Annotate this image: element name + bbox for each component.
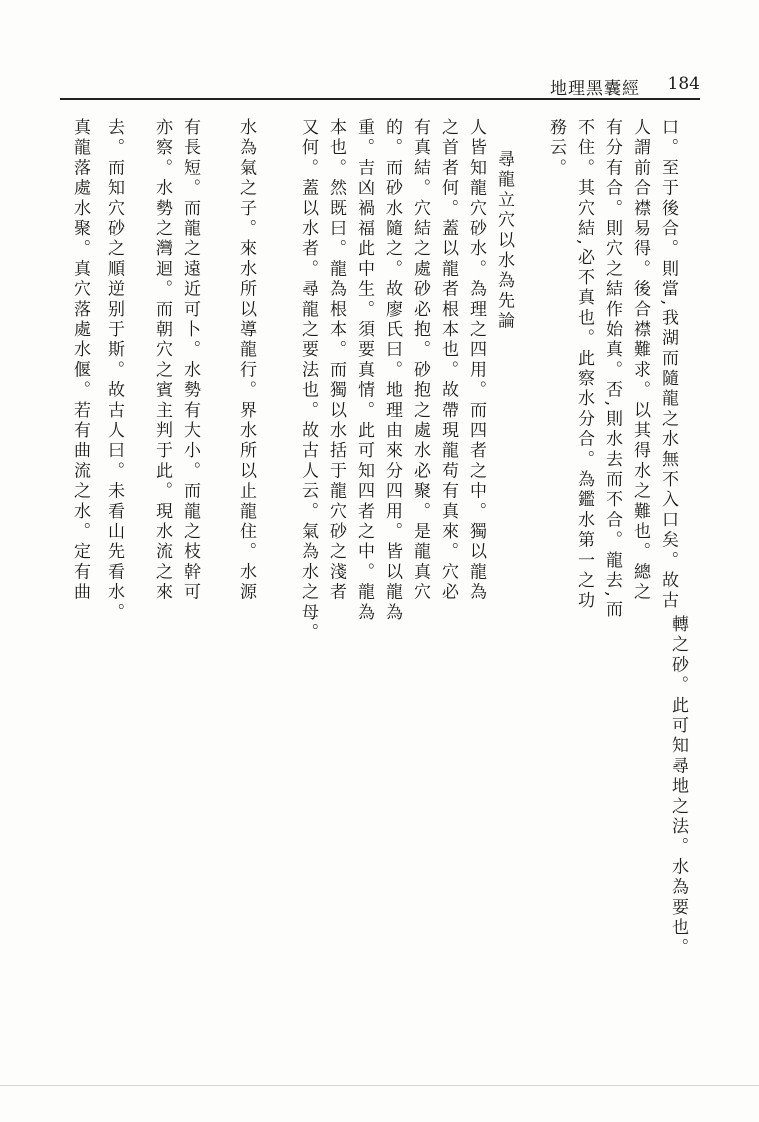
page-number: 184	[667, 74, 700, 94]
text-column-15: 有長短。而龍之遠近可卜。水勢有大小。而龍之枝幹可	[180, 118, 200, 603]
text-column-12: 本也。然既曰。龍為根本。而獨以水括于龍穴砂之淺者	[326, 118, 346, 603]
text-column-9: 有真結。穴結之處砂必抱。砂抱之處水必聚。是龍真穴	[410, 118, 430, 603]
text-column-2: 人謂前合襟易得。後合襟難求。以其得水之難也。總之	[630, 118, 650, 603]
text-column-19: 轉之砂。此可知尋地之法。水為要也。	[668, 615, 688, 959]
text-column-4: 不住。其穴結,必不真也。此察水分合。為鑑水第一之功	[574, 118, 594, 612]
text-column-1: 口。至于後合。則當,我湖而隨龍之水無不入口矣。故古	[658, 118, 678, 612]
text-column-17: 去。而知穴砂之順逆别于斯。故古人曰。未看山先看水。	[104, 118, 124, 623]
text-column-14: 水為氣之子。來水所以導龍行。界水所以止龍住。水源	[236, 118, 256, 603]
scan-edge-line	[0, 1085, 759, 1086]
book-title: 地理黑囊經	[550, 79, 640, 99]
text-column-16: 亦察。水勢之灣迴。而朝穴之賓主判于此。現水流之來	[152, 118, 172, 603]
running-header	[60, 72, 700, 100]
section-heading: 尋龍立穴以水為先論	[494, 150, 514, 332]
text-column-10: 的。而砂水隨之。故廖氏曰。地理由來分四用。皆以龍為	[382, 118, 402, 623]
text-column-7: 人皆知龍穴砂水。為理之四用。而四者之中。獨以龍為	[466, 118, 486, 603]
text-column-18: 真龍落處水聚。真穴落處水偃。若有曲流之水。定有曲	[70, 118, 90, 603]
text-column-13: 又何。蓋以水者。尋龍之要法也。故古人云。氣為水之母。	[298, 118, 318, 644]
text-column-11: 重。吉凶禍福此中生。須要真情。此可知四者之中。龍為	[354, 118, 374, 623]
text-column-8: 之首者何。蓋以龍者根本也。故帶現龍苟有真來。穴必	[438, 118, 458, 603]
text-column-5: 務云。	[546, 118, 566, 179]
text-column-3: 有分有合。則穴之結作始真。否,則水去而不合。龍去,而	[602, 118, 622, 621]
